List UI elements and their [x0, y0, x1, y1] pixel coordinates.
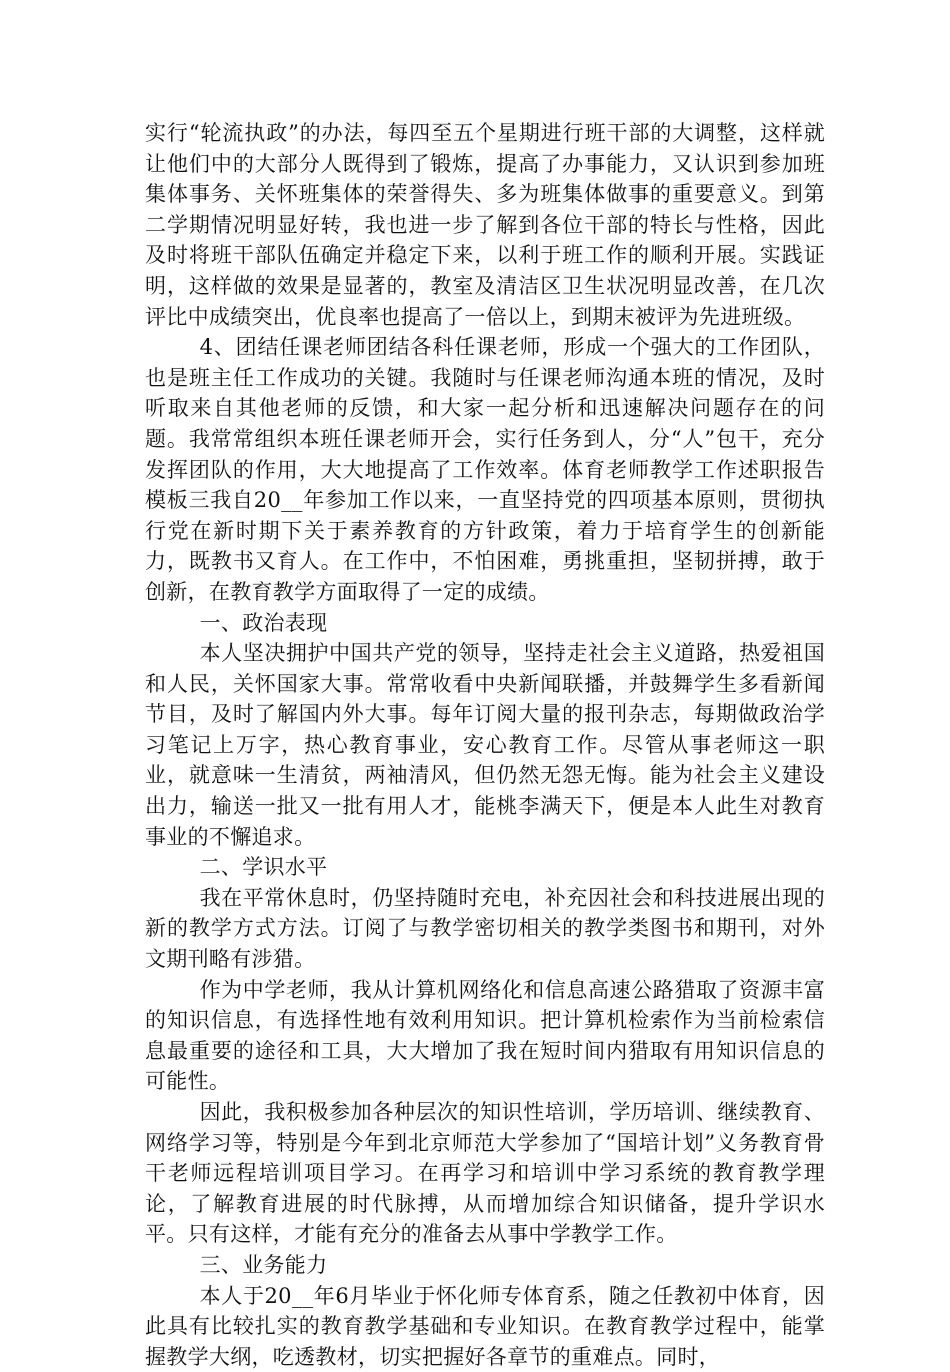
paragraph-class-rotation: 实行“轮流执政”的办法，每四至五个星期进行班干部的大调整，这样就让他们中的大部分人既得到了锻炼，提高了办事能力，又认识到参加班集体事务、关怀班集体的荣誉得失、多为班集体做事的重要意义。到第二学期情况明显好转，我也进一步了解到各位干部的特长与性格，因此及时将班干部队伍确定并稳定下来，以利于班工作的顺利开展。实践证明，这样做的效果是显著的，教室及清洁区卫生状况明显改善，在几次评比中成绩突出，优良率也提高了一倍以上，到期末被评为先进班级。 — [145, 121, 825, 329]
paragraph-professional-ability: 本人于20__年6月毕业于怀化师专体育系，随之任教初中体育，因此具有比较扎实的教育教学基础和专业知识。在教育教学过程中，能掌握教学大纲，吃透教材，切实把握好各章节的重难点。同时， — [145, 1283, 825, 1369]
paragraph-network-info: 作为中学老师，我从计算机网络化和信息高速公路猎取了资源丰富的知识信息，有选择性地有效利用知识。把计算机检索作为当前检索信息最重要的途径和工具，大大增加了我在短时间内猎取有用知识信息的可能性。 — [145, 977, 825, 1094]
heading-professional-ability: 三、业务能力 — [199, 1252, 328, 1277]
paragraph-training: 因此，我积极参加各种层次的知识性培训，学历培训、继续教育、网络学习等，特别是今年到北京师范大学参加了“国培计划”义务教育骨干老师远程培训项目学习。在再学习和培训中学习系统的教育教学理论，了解教育进展的时代脉搏，从而增加综合知识储备，提升学识水平。只有这样，才能有充分的准备去从事中学教学工作。 — [145, 1100, 825, 1247]
paragraph-self-study: 我在平常休息时，仍坚持随时充电，补充因社会和科技进展出现的新的教学方式方法。订阅了与教学密切相关的教学类图书和期刊，对外文期刊略有涉猎。 — [145, 885, 825, 972]
paragraph-teacher-teamwork: 4、团结任课老师团结各科任课老师，形成一个强大的工作团队，也是班主任工作成功的关键。我随时与任课老师沟通本班的情况，及时听取来自其他老师的反馈，和大家一起分析和迅速解决问题存在的问题。我常常组织本班任课老师开会，实行任务到人，分“人”包干，充分发挥团队的作用，大大地提高了工作效率。体育老师教学工作述职报告模板三我自20__年参加工作以来，一直坚持党的四项基本原则，贯彻执行党在新时期下关于素养教育的方针政策，着力于培育学生的创新能力，既教书又育人。在工作中，不怕困难，勇挑重担，坚韧拼搏，敢于创新，在教育教学方面取得了一定的成绩。 — [145, 335, 825, 604]
heading-knowledge-level: 二、学识水平 — [199, 855, 328, 880]
heading-political-performance: 一、政治表现 — [199, 610, 328, 635]
paragraph-political-performance: 本人坚决拥护中国共产党的领导，坚持走社会主义道路，热爱祖国和人民，关怀国家大事。常常收看中央新闻联播，并鼓舞学生多看新闻节目，及时了解国内外大事。每年订阅大量的报刊杂志，每期做政治学习笔记上万字，热心教育事业，安心教育工作。尽管从事老师这一职业，就意味一生清贫，两袖清风，但仍然无怨无悔。能为社会主义建设出力，输送一批又一批有用人才，能桃李满天下，便是本人此生对教育事业的不懈追求。 — [145, 641, 825, 849]
document-body — [145, 118, 825, 1372]
